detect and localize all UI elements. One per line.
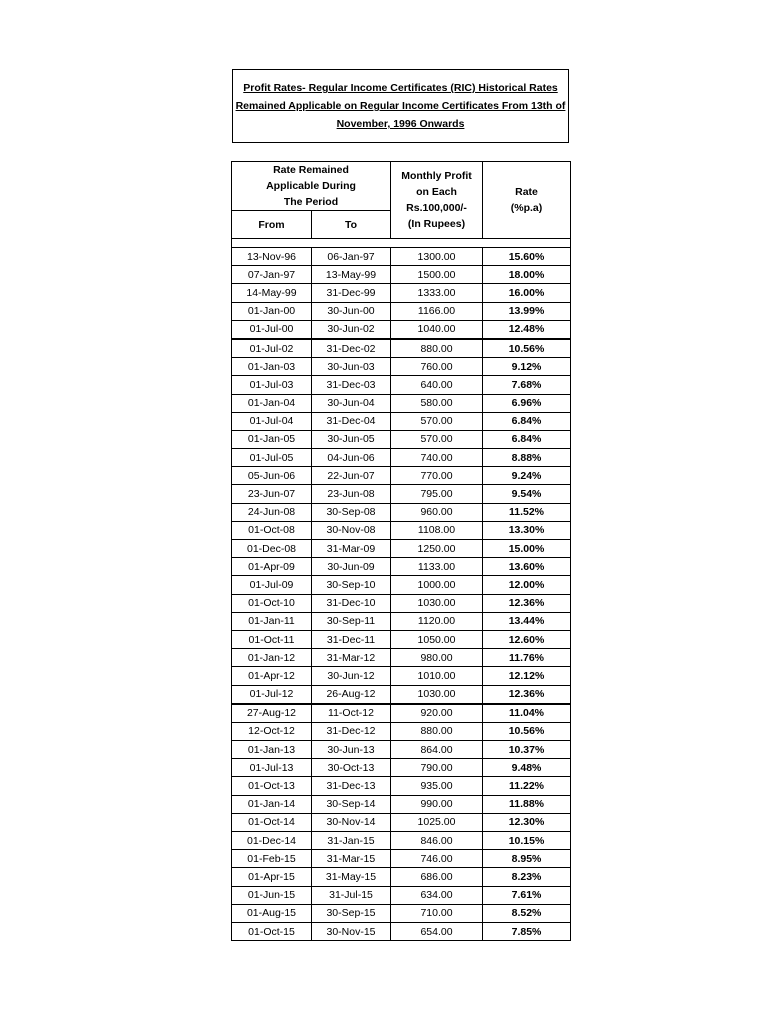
from-cell: 01-Feb-15 xyxy=(232,850,312,868)
from-cell: 01-Oct-13 xyxy=(232,777,312,795)
rate-cell: 16.00% xyxy=(483,284,571,302)
rate-cell: 11.52% xyxy=(483,503,571,521)
from-cell: 01-Jan-03 xyxy=(232,358,312,376)
to-cell: 30-Sep-11 xyxy=(312,612,391,630)
rate-cell: 8.95% xyxy=(483,850,571,868)
from-cell: 01-Jan-12 xyxy=(232,649,312,667)
profit-rates-table xyxy=(231,161,571,941)
table-row xyxy=(232,320,571,339)
title-line-3: November, 1996 Onwards xyxy=(336,118,465,130)
to-cell: 23-Jun-08 xyxy=(312,485,391,503)
table-row xyxy=(232,430,571,448)
rate-cell: 11.76% xyxy=(483,649,571,667)
to-cell: 30-Jun-09 xyxy=(312,558,391,576)
to-cell: 31-Dec-99 xyxy=(312,284,391,302)
from-cell: 01-Oct-08 xyxy=(232,521,312,539)
to-cell: 22-Jun-07 xyxy=(312,467,391,485)
rate-cell: 13.99% xyxy=(483,302,571,320)
from-cell: 01-Aug-15 xyxy=(232,904,312,922)
table-row xyxy=(232,667,571,685)
rate-cell: 15.00% xyxy=(483,540,571,558)
rate-cell: 6.96% xyxy=(483,394,571,412)
profit-cell: 1133.00 xyxy=(391,558,483,576)
to-cell: 11-Oct-12 xyxy=(312,704,391,723)
to-cell: 30-Oct-13 xyxy=(312,759,391,777)
rate-cell: 15.60% xyxy=(483,248,571,266)
rate-cell: 12.12% xyxy=(483,667,571,685)
profit-cell: 795.00 xyxy=(391,485,483,503)
profit-cell: 920.00 xyxy=(391,704,483,723)
to-cell: 31-Mar-15 xyxy=(312,850,391,868)
rate-cell: 13.44% xyxy=(483,612,571,630)
to-cell: 31-Dec-10 xyxy=(312,594,391,612)
to-cell: 30-Jun-03 xyxy=(312,358,391,376)
rate-cell: 7.61% xyxy=(483,886,571,904)
from-cell: 01-Dec-14 xyxy=(232,832,312,850)
rate-cell: 13.60% xyxy=(483,558,571,576)
to-cell: 30-Jun-00 xyxy=(312,302,391,320)
table-row xyxy=(232,503,571,521)
from-cell: 01-Jul-04 xyxy=(232,412,312,430)
rate-cell: 11.04% xyxy=(483,704,571,723)
table-row xyxy=(232,302,571,320)
rate-cell: 18.00% xyxy=(483,266,571,284)
from-cell: 01-Jan-14 xyxy=(232,795,312,813)
table-row xyxy=(232,850,571,868)
to-cell: 30-Jun-04 xyxy=(312,394,391,412)
to-cell: 30-Sep-10 xyxy=(312,576,391,594)
rate-cell: 6.84% xyxy=(483,412,571,430)
from-cell: 01-Jul-09 xyxy=(232,576,312,594)
from-cell: 01-Oct-14 xyxy=(232,813,312,831)
from-cell: 01-Jan-05 xyxy=(232,430,312,448)
profit-cell: 1050.00 xyxy=(391,630,483,648)
table-row xyxy=(232,704,571,723)
table-row xyxy=(232,594,571,612)
profit-cell: 580.00 xyxy=(391,394,483,412)
profit-cell: 654.00 xyxy=(391,922,483,940)
to-cell: 31-May-15 xyxy=(312,868,391,886)
profit-cell: 1120.00 xyxy=(391,612,483,630)
rate-cell: 10.15% xyxy=(483,832,571,850)
profit-cell: 1250.00 xyxy=(391,540,483,558)
profit-cell: 935.00 xyxy=(391,777,483,795)
table-row xyxy=(232,904,571,922)
to-cell: 31-Dec-02 xyxy=(312,339,391,358)
to-cell: 30-Sep-14 xyxy=(312,795,391,813)
period-header-line: The Period xyxy=(283,196,339,208)
rate-cell: 10.56% xyxy=(483,339,571,358)
table-row xyxy=(232,266,571,284)
profit-cell: 990.00 xyxy=(391,795,483,813)
profit-cell: 710.00 xyxy=(391,904,483,922)
from-cell: 01-Apr-09 xyxy=(232,558,312,576)
to-cell: 30-Jun-02 xyxy=(312,320,391,339)
profit-cell: 570.00 xyxy=(391,412,483,430)
table-row xyxy=(232,248,571,266)
table-row xyxy=(232,576,571,594)
profit-header-line: Monthly Profit xyxy=(401,170,472,182)
to-cell: 30-Sep-08 xyxy=(312,503,391,521)
rate-cell: 9.12% xyxy=(483,358,571,376)
to-cell: 30-Nov-14 xyxy=(312,813,391,831)
table-row xyxy=(232,741,571,759)
rate-cell: 9.24% xyxy=(483,467,571,485)
to-cell: 31-Mar-12 xyxy=(312,649,391,667)
profit-cell: 640.00 xyxy=(391,376,483,394)
profit-cell: 864.00 xyxy=(391,741,483,759)
profit-cell: 790.00 xyxy=(391,759,483,777)
table-row xyxy=(232,649,571,667)
from-cell: 01-Jan-00 xyxy=(232,302,312,320)
rate-cell: 12.60% xyxy=(483,630,571,648)
table-row xyxy=(232,358,571,376)
rate-cell: 8.23% xyxy=(483,868,571,886)
from-cell: 01-Oct-10 xyxy=(232,594,312,612)
from-cell: 01-Apr-15 xyxy=(232,868,312,886)
period-header-line: Applicable During xyxy=(266,180,356,192)
from-cell: 07-Jan-97 xyxy=(232,266,312,284)
profit-cell: 570.00 xyxy=(391,430,483,448)
rate-cell: 10.56% xyxy=(483,722,571,740)
profit-cell: 1030.00 xyxy=(391,685,483,704)
profit-cell: 760.00 xyxy=(391,358,483,376)
from-cell: 23-Jun-07 xyxy=(232,485,312,503)
profit-cell: 770.00 xyxy=(391,467,483,485)
to-cell: 31-Dec-12 xyxy=(312,722,391,740)
profit-cell: 746.00 xyxy=(391,850,483,868)
from-cell: 01-Jul-05 xyxy=(232,449,312,467)
rate-cell: 11.88% xyxy=(483,795,571,813)
profit-cell: 686.00 xyxy=(391,868,483,886)
from-cell: 24-Jun-08 xyxy=(232,503,312,521)
profit-cell: 880.00 xyxy=(391,722,483,740)
header-spacer xyxy=(232,239,571,248)
from-cell: 01-Jul-13 xyxy=(232,759,312,777)
table-row xyxy=(232,339,571,358)
to-cell: 06-Jan-97 xyxy=(312,248,391,266)
to-cell: 30-Nov-08 xyxy=(312,521,391,539)
profit-cell: 880.00 xyxy=(391,339,483,358)
profit-cell: 1040.00 xyxy=(391,320,483,339)
from-cell: 01-Jun-15 xyxy=(232,886,312,904)
rate-header-line: (%p.a) xyxy=(510,202,543,214)
from-cell: 01-Jul-03 xyxy=(232,376,312,394)
profit-cell: 1333.00 xyxy=(391,284,483,302)
rate-cell: 7.68% xyxy=(483,376,571,394)
profit-cell: 1500.00 xyxy=(391,266,483,284)
from-cell: 01-Jan-04 xyxy=(232,394,312,412)
from-cell: 01-Apr-12 xyxy=(232,667,312,685)
from-cell: 01-Jul-12 xyxy=(232,685,312,704)
from-cell: 01-Jan-11 xyxy=(232,612,312,630)
to-cell: 31-Dec-04 xyxy=(312,412,391,430)
from-cell: 27-Aug-12 xyxy=(232,704,312,723)
from-cell: 12-Oct-12 xyxy=(232,722,312,740)
table-row xyxy=(232,412,571,430)
monthly-profit-header xyxy=(391,162,483,239)
table-row xyxy=(232,376,571,394)
from-cell: 01-Jan-13 xyxy=(232,741,312,759)
to-cell: 30-Jun-05 xyxy=(312,430,391,448)
profit-cell: 1166.00 xyxy=(391,302,483,320)
from-cell: 01-Oct-15 xyxy=(232,922,312,940)
from-header: From xyxy=(232,211,312,239)
to-cell: 30-Jun-12 xyxy=(312,667,391,685)
profit-cell: 846.00 xyxy=(391,832,483,850)
to-cell: 04-Jun-06 xyxy=(312,449,391,467)
profit-cell: 960.00 xyxy=(391,503,483,521)
document-title xyxy=(232,69,569,143)
profit-header-line: (In Rupees) xyxy=(407,218,466,230)
table-row xyxy=(232,813,571,831)
table-row xyxy=(232,630,571,648)
from-cell: 01-Jul-02 xyxy=(232,339,312,358)
to-cell: 30-Nov-15 xyxy=(312,922,391,940)
profit-cell: 1010.00 xyxy=(391,667,483,685)
table-row xyxy=(232,284,571,302)
rate-cell: 12.00% xyxy=(483,576,571,594)
table-row xyxy=(232,685,571,704)
rate-cell: 9.48% xyxy=(483,759,571,777)
title-line-1: Profit Rates- Regular Income Certificates (RIC) Historical Rates xyxy=(243,82,558,94)
rate-cell: 12.36% xyxy=(483,594,571,612)
profit-cell: 1000.00 xyxy=(391,576,483,594)
to-cell: 30-Sep-15 xyxy=(312,904,391,922)
profit-cell: 1030.00 xyxy=(391,594,483,612)
profit-header-line: on Each xyxy=(416,186,457,198)
from-cell: 01-Dec-08 xyxy=(232,540,312,558)
rate-cell: 11.22% xyxy=(483,777,571,795)
from-cell: 01-Oct-11 xyxy=(232,630,312,648)
table-row xyxy=(232,540,571,558)
rate-cell: 7.85% xyxy=(483,922,571,940)
from-cell: 13-Nov-96 xyxy=(232,248,312,266)
table-row xyxy=(232,759,571,777)
from-cell: 05-Jun-06 xyxy=(232,467,312,485)
table-row xyxy=(232,521,571,539)
to-cell: 31-Jan-15 xyxy=(312,832,391,850)
rate-cell: 13.30% xyxy=(483,521,571,539)
table-row xyxy=(232,722,571,740)
profit-cell: 634.00 xyxy=(391,886,483,904)
table-row xyxy=(232,467,571,485)
rate-cell: 6.84% xyxy=(483,430,571,448)
table-row xyxy=(232,394,571,412)
rate-cell: 10.37% xyxy=(483,741,571,759)
to-cell: 31-Dec-13 xyxy=(312,777,391,795)
rate-cell: 8.52% xyxy=(483,904,571,922)
title-line-2: Remained Applicable on Regular Income Certificates From 13th of xyxy=(235,100,566,112)
to-header: To xyxy=(312,211,391,239)
table-row xyxy=(232,868,571,886)
rate-cell: 12.30% xyxy=(483,813,571,831)
from-cell: 01-Jul-00 xyxy=(232,320,312,339)
profit-cell: 1025.00 xyxy=(391,813,483,831)
table-row xyxy=(232,832,571,850)
rate-cell: 12.48% xyxy=(483,320,571,339)
period-header-line: Rate Remained xyxy=(273,164,349,176)
table-row xyxy=(232,612,571,630)
profit-cell: 1108.00 xyxy=(391,521,483,539)
from-cell: 14-May-99 xyxy=(232,284,312,302)
profit-cell: 1300.00 xyxy=(391,248,483,266)
table-row xyxy=(232,922,571,940)
table-row xyxy=(232,777,571,795)
rate-cell: 9.54% xyxy=(483,485,571,503)
to-cell: 13-May-99 xyxy=(312,266,391,284)
table-row xyxy=(232,558,571,576)
period-header xyxy=(232,162,391,211)
table-row xyxy=(232,886,571,904)
profit-header-line: Rs.100,000/- xyxy=(406,202,467,214)
table-row xyxy=(232,485,571,503)
rate-header xyxy=(483,162,571,239)
to-cell: 31-Dec-03 xyxy=(312,376,391,394)
to-cell: 31-Mar-09 xyxy=(312,540,391,558)
rate-cell: 8.88% xyxy=(483,449,571,467)
profit-cell: 980.00 xyxy=(391,649,483,667)
table-row xyxy=(232,449,571,467)
rate-header-line: Rate xyxy=(515,186,538,198)
rates-body xyxy=(232,248,571,941)
table-row xyxy=(232,795,571,813)
to-cell: 26-Aug-12 xyxy=(312,685,391,704)
to-cell: 31-Jul-15 xyxy=(312,886,391,904)
to-cell: 31-Dec-11 xyxy=(312,630,391,648)
to-cell: 30-Jun-13 xyxy=(312,741,391,759)
rate-cell: 12.36% xyxy=(483,685,571,704)
profit-cell: 740.00 xyxy=(391,449,483,467)
